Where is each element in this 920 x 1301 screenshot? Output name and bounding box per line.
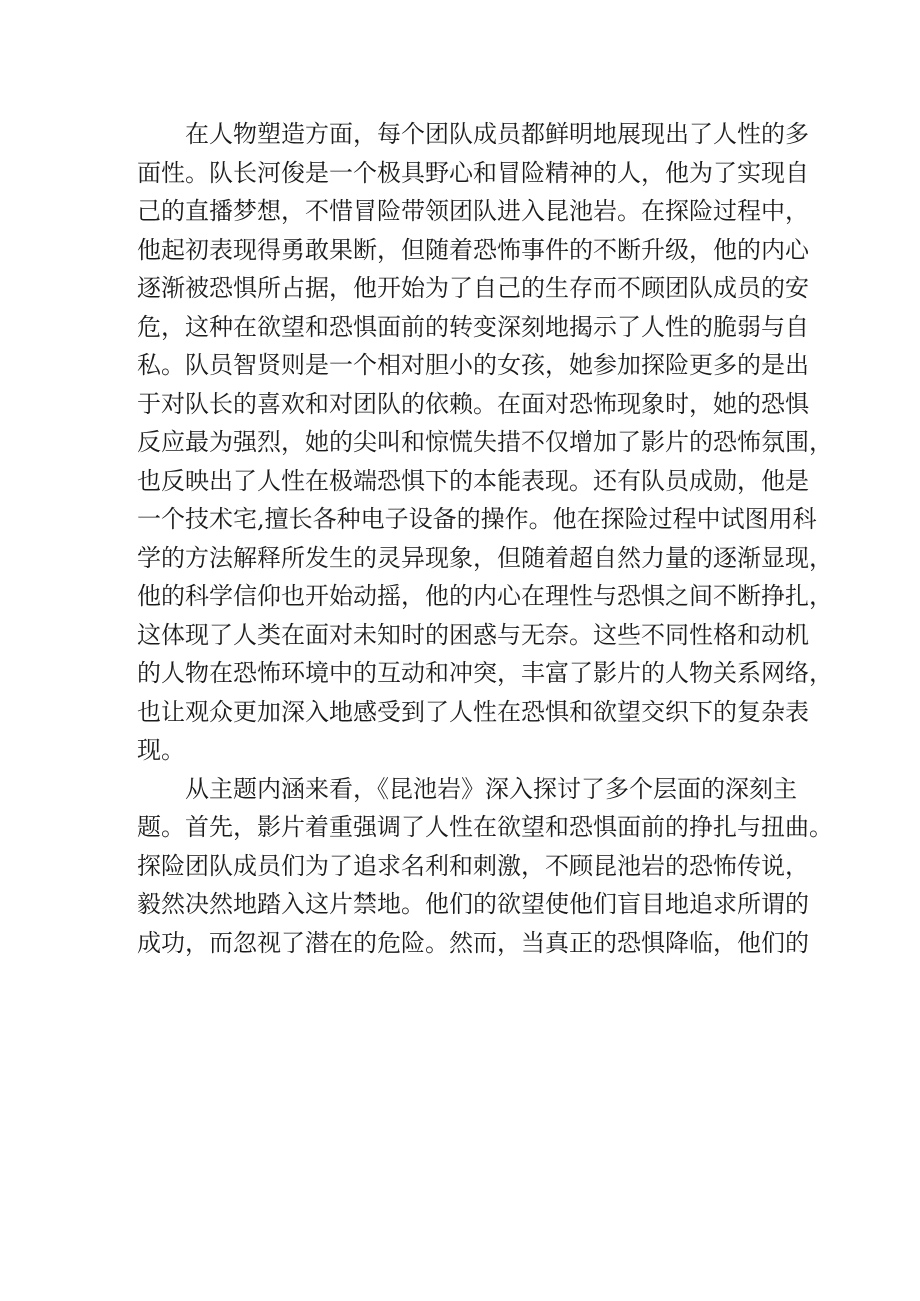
body-text — [137, 115, 833, 962]
text-line: 毅然决然地踏入这片禁地。他们的欲望使他们盲目地追求所谓的 — [137, 890, 809, 918]
text-line: 私。队员智贤则是一个相对胆小的女孩，她参加探险更多的是出 — [137, 351, 809, 379]
text-line: 反应最为强烈，她的尖叫和惊慌失措不仅增加了影片的恐怖氛围， — [137, 428, 833, 456]
paragraph-characters — [137, 115, 833, 770]
text-line: 于对队长的喜欢和对团队的依赖。在面对恐怖现象时，她的恐惧 — [137, 389, 809, 418]
text-line: 也让观众更加深入地感受到了人性在恐惧和欲望交织下的复杂表 — [137, 697, 809, 726]
text-line: 这体现了人类在面对未知时的困惑与无奈。这些不同性格和动机 — [137, 620, 809, 649]
paragraph-themes — [137, 770, 833, 963]
text-line: 成功，而忽视了潜在的危险。然而，当真正的恐惧降临，他们的 — [137, 928, 809, 957]
text-line: 他的科学信仰也开始动摇，他的内心在理性与恐惧之间不断挣扎， — [137, 582, 833, 610]
text-line: 一个技术宅,擅长各种电子设备的操作。他在探险过程中试图用科 — [137, 505, 817, 533]
text-line: 在人物塑造方面，每个团队成员都鲜明地展现出了人性的多 — [185, 120, 809, 148]
text-line: 危，这种在欲望和恐惧面前的转变深刻地揭示了人性的脆弱与自 — [137, 312, 809, 341]
text-line: 逐渐被恐惧所占据，他开始为了自己的生存而不顾团队成员的安 — [137, 274, 809, 302]
text-line: 面性。队长河俊是一个极具野心和冒险精神的人，他为了实现自 — [137, 158, 809, 187]
text-line: 从主题内涵来看，《昆池岩》深入探讨了多个层面的深刻主 — [185, 774, 797, 803]
text-line: 学的方法解释所发生的灵异现象，但随着超自然力量的逐渐显现， — [137, 543, 833, 572]
text-line: 也反映出了人性在极端恐惧下的本能表现。还有队员成勋，他是 — [137, 466, 809, 495]
text-line: 的人物在恐怖环境中的互动和冲突，丰富了影片的人物关系网络， — [137, 659, 833, 687]
text-line: 题。首先，影片着重强调了人性在欲望和恐惧面前的挣扎与扭曲。 — [137, 813, 833, 841]
text-line: 他起初表现得勇敢果断，但随着恐怖事件的不断升级，他的内心 — [137, 235, 809, 264]
text-line: 己的直播梦想，不惜冒险带领团队进入昆池岩。在探险过程中， — [137, 197, 809, 225]
text-line: 探险团队成员们为了追求名利和刺激，不顾昆池岩的恐怖传说， — [137, 851, 809, 880]
text-line: 现。 — [137, 736, 185, 764]
